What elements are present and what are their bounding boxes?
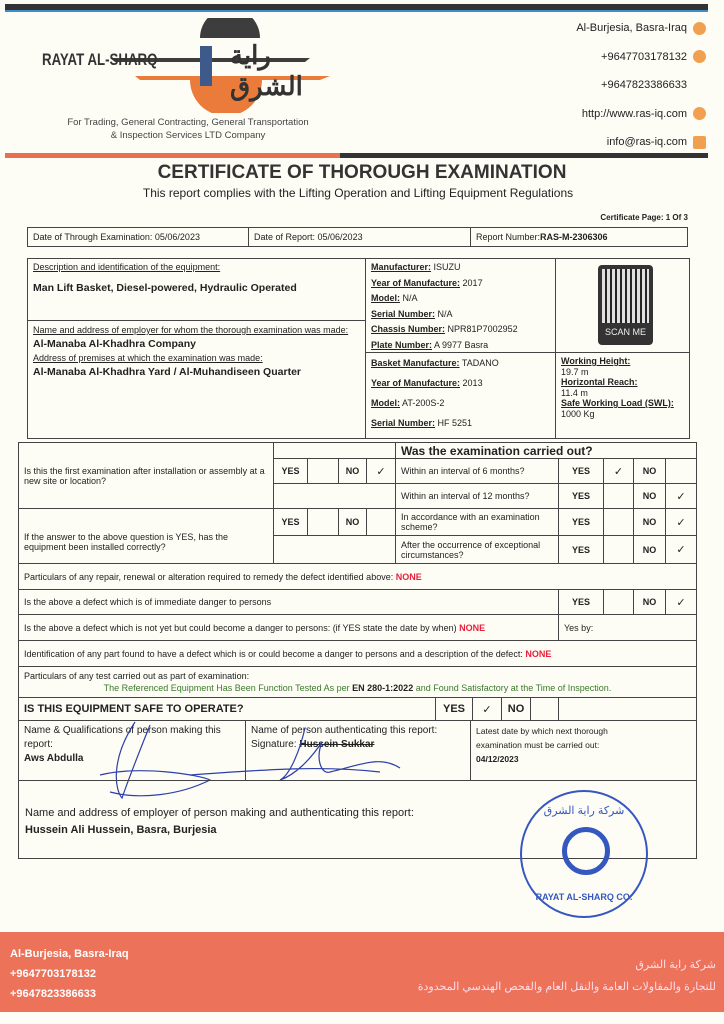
repair-particulars: Particulars of any repair, renewal or alteration required to remedy the defect identified above: NONE xyxy=(18,563,697,590)
blank-cell xyxy=(273,442,396,459)
report-authenticator: Name of person authenticating this report: Signature: Hussein Sukkar xyxy=(245,720,471,781)
page-subtitle: This report complies with the Lifting Operation and Lifting Equipment Regulations xyxy=(142,186,574,200)
basket-specs: Working Height: 19.7 m Horizontal Reach: 11.4 m Safe Working Load (SWL): 1000 Kg xyxy=(555,352,690,439)
employer-of-reporter: Name and address of employer of person making and authenticating this report: Hussein Ali Hussein, Basra, Burjesia xyxy=(18,780,697,859)
immediate-yes[interactable]: YES xyxy=(558,589,604,615)
scheme-no-check[interactable]: ✓ xyxy=(665,508,697,536)
exceptional-no[interactable]: NO xyxy=(633,535,666,564)
certificate-page: Certificate Page: 1 Of 3 xyxy=(600,213,688,222)
safe-question: IS THIS EQUIPMENT SAFE TO OPERATE? xyxy=(18,697,436,721)
contact-phone-2: +9647823386633 xyxy=(601,79,687,91)
footer: Al-Burjesia, Basra-Iraq +9647703178132 +9647823386633 شركة راية الشرق للتجارة والمقاولات العامة والنقل العام والفحص الهندسي المحدودة xyxy=(0,932,724,1012)
report-number: Report Number: RAS-M-2306306 xyxy=(470,227,688,247)
company-logo xyxy=(40,18,340,113)
question-first-exam: Is this the first examination after installation or assembly at a new site or location? xyxy=(18,442,274,509)
q2-yes-box[interactable] xyxy=(307,508,339,536)
divider-dark xyxy=(340,153,708,158)
exceptional-yes-box[interactable] xyxy=(603,535,634,564)
immediate-danger: Is the above a defect which is of immediate danger to persons xyxy=(18,589,559,615)
blank-cell xyxy=(273,535,396,564)
future-danger: Is the above a defect which is not yet but could become a danger to persons: (if YES state the date by when) NONE xyxy=(18,614,559,641)
q1-yes[interactable]: YES xyxy=(273,458,308,484)
exceptional-no-check[interactable]: ✓ xyxy=(665,535,697,564)
immediate-no-check[interactable]: ✓ xyxy=(665,589,697,615)
qr-code[interactable]: SCAN ME xyxy=(598,265,653,345)
exam-carried-out-header: Was the examination carried out? xyxy=(395,442,697,459)
q1-no[interactable]: NO xyxy=(338,458,367,484)
q1-no-check[interactable]: ✓ xyxy=(366,458,396,484)
tagline: For Trading, General Contracting, General Transportation & Inspection Services LTD Company xyxy=(67,117,309,141)
location-icon xyxy=(693,22,706,35)
interval-6-yes-check[interactable]: ✓ xyxy=(603,458,634,484)
phone-icon xyxy=(693,50,706,63)
exam-scheme: In accordance with an examination scheme? xyxy=(395,508,559,536)
yes-by-field[interactable]: Yes by: xyxy=(558,614,697,641)
qr-code-cell xyxy=(555,258,690,353)
interval-6-months: Within an interval of 6 months? xyxy=(395,458,559,484)
next-exam-date: Latest date by which next thorough examination must be carried out: 04/12/2023 xyxy=(470,720,697,781)
qr-code-icon xyxy=(602,269,649,323)
scheme-no[interactable]: NO xyxy=(633,508,666,536)
exceptional-circumstances: After the occurrence of exceptional circumstances? xyxy=(395,535,559,564)
immediate-no[interactable]: NO xyxy=(633,589,666,615)
employer-details: Name and address of employer for whom the thorough examination was made: Al-Manaba Al-Khadhra Company Address of premises at which the examination was made: Al-Manaba Al-Khadhra Yard / Al-Muhandiseen Quarter xyxy=(27,320,366,439)
exceptional-yes[interactable]: YES xyxy=(558,535,604,564)
blank-cell xyxy=(558,697,697,721)
exam-date: Date of Through Examination: 05/06/2023 xyxy=(27,227,249,247)
contact-list xyxy=(576,14,706,157)
safe-yes-check[interactable]: ✓ xyxy=(472,697,502,721)
stamp-gear-icon xyxy=(562,827,610,875)
defect-identification: Identification of any part found to have a defect which is or could become a danger to persons and a description of the defect: NONE xyxy=(18,640,697,667)
basket-details: Basket Manufacture: TADANO Year of Manufacture: 2013 Model: AT-200S-2 Serial Number: HF 5251 xyxy=(365,352,556,439)
interval-12-no[interactable]: NO xyxy=(633,483,666,509)
question-installed-correctly: If the answer to the above question is YES, has the equipment been installed correctly? xyxy=(18,508,274,564)
report-maker: Name & Qualifications of person making this report: Aws Abdulla xyxy=(18,720,246,781)
contact-website[interactable]: http://www.ras-iq.com xyxy=(576,100,706,129)
contact-address: Al-Burjesia, Basra-Iraq xyxy=(576,14,706,43)
scheme-yes[interactable]: YES xyxy=(558,508,604,536)
logo-text-en: RAYAT AL-SHARQ xyxy=(42,50,158,69)
globe-icon xyxy=(693,107,706,120)
q2-yes[interactable]: YES xyxy=(273,508,308,536)
immediate-yes-box[interactable] xyxy=(603,589,634,615)
interval-12-yes[interactable]: YES xyxy=(558,483,604,509)
blank-cell xyxy=(273,483,396,509)
q2-no-box[interactable] xyxy=(366,508,396,536)
equipment-description: Description and identification of the equipment: Man Lift Basket, Diesel-powered, Hydraulic Operated xyxy=(27,258,366,321)
safe-no[interactable]: NO xyxy=(501,697,531,721)
q2-no[interactable]: NO xyxy=(338,508,367,536)
logo-text-ar: راية الشرق xyxy=(230,40,303,101)
page-title: CERTIFICATE OF THOROUGH EXAMINATION xyxy=(157,162,567,183)
mail-icon xyxy=(693,136,706,149)
report-date: Date of Report: 05/06/2023 xyxy=(248,227,471,247)
interval-6-no-box[interactable] xyxy=(665,458,697,484)
safe-no-box[interactable] xyxy=(530,697,559,721)
contact-phone-1: +9647703178132 xyxy=(576,43,706,72)
company-stamp: شركة راية الشرق RAYAT AL-SHARQ CO. xyxy=(520,790,648,918)
interval-6-no[interactable]: NO xyxy=(633,458,666,484)
test-particulars: Particulars of any test carried out as part of examination: The Referenced Equipment Has Been Function Tested As per EN 280-1:2022 and Found Satisfactory at the Time of Inspection. xyxy=(18,666,697,698)
divider-orange xyxy=(5,153,340,158)
interval-6-yes[interactable]: YES xyxy=(558,458,604,484)
safe-yes[interactable]: YES xyxy=(435,697,473,721)
interval-12-months: Within an interval of 12 months? xyxy=(395,483,559,509)
contact-email[interactable]: info@ras-iq.com xyxy=(576,128,706,157)
scheme-yes-box[interactable] xyxy=(603,508,634,536)
interval-12-no-check[interactable]: ✓ xyxy=(665,483,697,509)
interval-12-yes-box[interactable] xyxy=(603,483,634,509)
top-bar-accent xyxy=(5,10,708,12)
vehicle-details: Manufacturer: ISUZU Year of Manufacture: 2017 Model: N/A Serial Number: N/A Chassis Number: NPR81P7002952 Plate Number: A 9977 Basra xyxy=(365,258,556,353)
q1-yes-box[interactable] xyxy=(307,458,339,484)
test-result: The Referenced Equipment Has Been Function Tested As per EN 280-1:2022 and Found Satisfactory at the Time of Inspection. xyxy=(103,683,612,693)
